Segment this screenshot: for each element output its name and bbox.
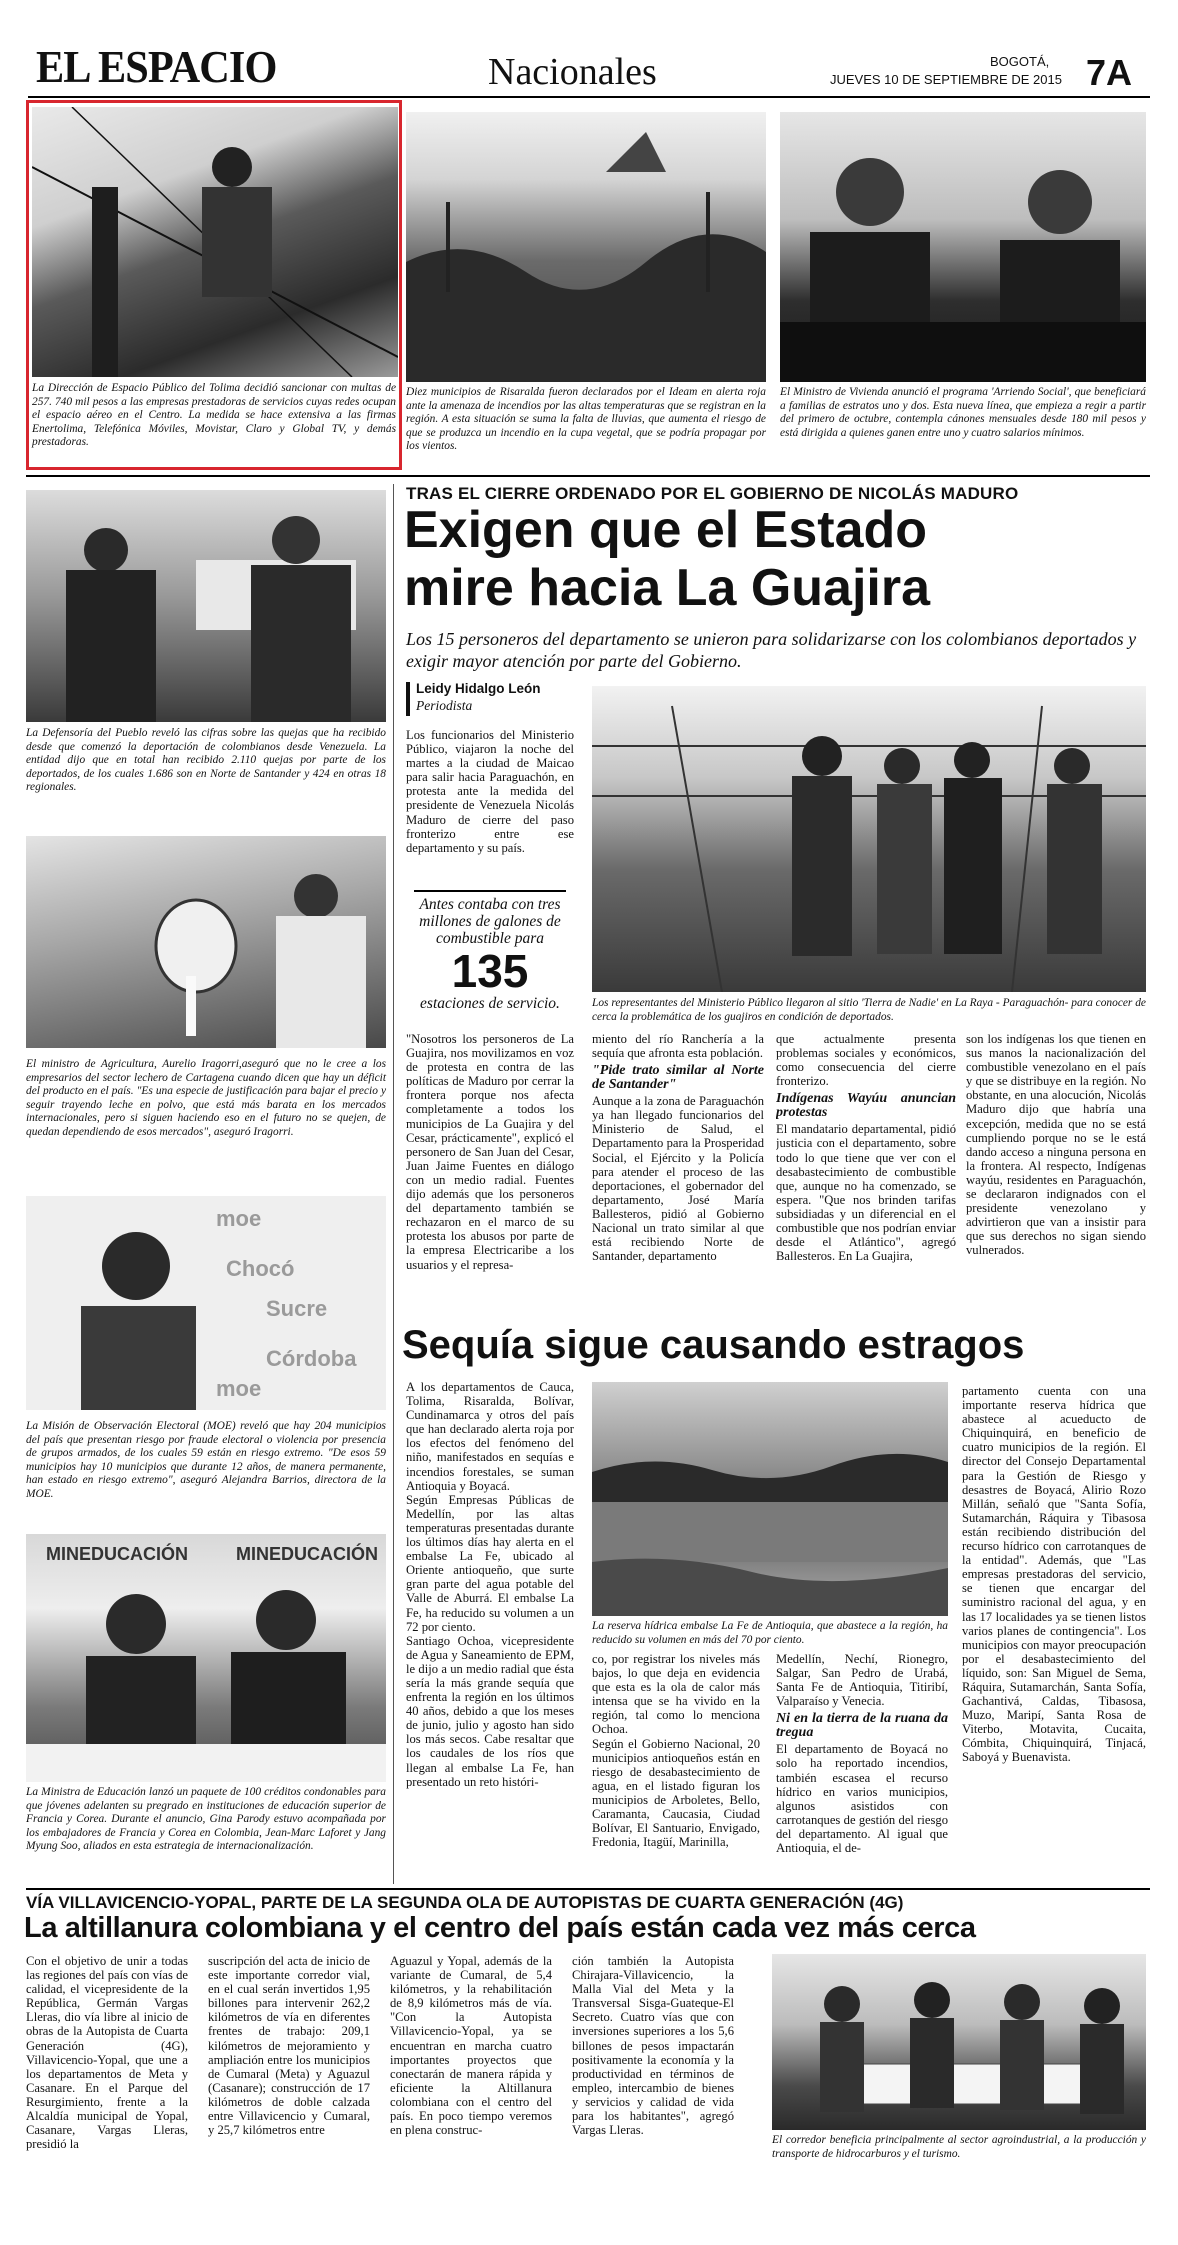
sidebar-photo-1 <box>26 490 386 722</box>
altillanura-kicker: VÍA VILLAVICENCIO-YOPAL, PARTE DE LA SEGUNDA OLA DE AUTOPISTAS DE CUARTA GENERACIÓN (4G) <box>26 1893 904 1912</box>
sequia-photo <box>592 1382 948 1616</box>
sidebar-caption-2: El ministro de Agricultura, Aurelio Iragorri,aseguró que no le cree a los empresarios del sector lechero de Cartagena cuando dicen que hay un déficit del producto en el país. "Es una especie de justificación para bajar el precio y seguir trayendo leche en polvo, que está más barata en los mercados internacionales, pero si siguen haciendo eso en el futuro no se quejen, de quedan dependiendo de esos mercados", aseguró Iragorri. <box>26 1058 386 1138</box>
city-label: BOGOTÁ, <box>990 54 1050 69</box>
guajira-headline-2: mire hacia La Guajira <box>404 559 931 617</box>
sidebar-caption-3: La Misión de Observación Electoral (MOE) reveló que hay 204 municipios del país que presentan riesgo por fraude electoral o violencia por presencia de grupos armados, de los cuales 59 están en riesgo extremo. "De esos 59 municipios hay 10 municipios que durante 12 años, de manera permanente, han estado en riesgo extremo", aseguró Alejandra Barrios, directora de la MOE. <box>26 1420 386 1500</box>
guajira-col-4: son los indígenas los que tienen en sus manos la nacionalización del combustible venezolano en el país y que se distribuye en la región. No obstante, en una alocución, Nicolás Maduro dijo que habría una excepción, medida que no se está cumpliendo porque no se le está dando acceso a ninguna persona en la frontera. Al respecto, Indígenas wayúu, residentes en Paraguachón, se declararon indignados con el presidente venezolano y advirtieron que van a insistir para que sus derechos no sigan siendo vulnerados. <box>966 1032 1146 1258</box>
sidebar-photo-3 <box>26 1196 386 1410</box>
altillanura-photo <box>772 1954 1146 2130</box>
sequia-col-2: co, por registrar los niveles más bajos, lo que deja en evidencia que esta es la ola de calor más intensa que se ha vivido en la región, tal como lo menciona Ochoa. Según el Gobierno Nacional, 20 municipios antioqueños están en riesgo de desabastecimiento de agua, en el listado figuran los municipios de Arboletes, Bello, Caramanta, Caucasia, Ciudad Bolívar, El Santuario, Envigado, Fredonia, Itagüí, Marinilla, <box>592 1652 760 1850</box>
altillanura-headline: La altillanura colombiana y el centro del país están cada vez más cerca <box>24 1912 976 1944</box>
svg-text:moe: moe <box>216 1376 262 1401</box>
rule-under-top <box>26 475 1150 477</box>
altillanura-col-1: Con el objetivo de unir a todas las regiones del país con vías de calidad, el vicepresidente de la República, Germán Vargas Lleras, dio vía libre al inicio de obras de la Autopista de Cuarta Generación (4G), Villavicencio-Yopal, que une a los departamentos de Meta y Casanare. En el Parque del Resurgimiento, frente a la Alcaldía municipal de Yopal, Casanare, Vargas Lleras, presidió la <box>26 1954 188 2152</box>
guajira-subhead-1: "Pide trato similar al Norte de Santander" <box>592 1063 764 1093</box>
altillanura-col-4: ción también la Autopista Chirajara-Villavicencio, la Malla Vial del Meta y la Transversal Sisga-Guateque-El Secreto. Cuatro vías que con inversiones superiores a los 5,6 billones de pesos impactarán positivamente la economía y la productividad en términos de empleo, intercambio de bienes y servicios y calidad de vida para los habitantes", agregó Vargas Lleras. <box>572 1954 734 2138</box>
page-number: 7A <box>1086 52 1133 93</box>
svg-text:moe: moe <box>216 1206 262 1231</box>
guajira-photo-caption: Los representantes del Ministerio Público llegaron al sitio 'Tierra de Nadie' en La Raya - Paraguachón- para conocer de cerca la problemática de los guajiros en condición de deportados. <box>592 997 1146 1023</box>
altillanura-col-2: suscripción del acta de inicio de este importante corredor vial, en el cual serán invertidos 1,95 billones para intervenir 262,2 kilómetros de vía en diferentes frentes de trabajo: 209,1 kilómetros de mejoramiento y ampliación entre los municipios de Cumaral (Meta) y Aguazul (Casanare); construcción de 17 kilómetros de doble calzada entre Villavicencio y Cumaral, y 25,7 kilómetros entre <box>208 1954 370 2138</box>
guajira-subhead-2: Indígenas Wayúu anuncian protestas <box>776 1091 956 1121</box>
guajira-photo <box>592 686 1146 992</box>
top-caption-2: Diez municipios de Risaralda fueron declarados por el Ideam en alerta roja ante la amenaza de incendios por las altas temperaturas que se registran en la región. A esta situación se suma la falta de lluvias, que aumenta el riesgo de que se produzca un incendio en la cupa vegetal, que se podría propagar por los vientos. <box>406 386 766 453</box>
section-name: Nacionales <box>488 51 657 93</box>
guajira-deck: Los 15 personeros del departamento se unieron para solidarizarse con los colombianos deportados y exigir mayor atención por parte del Gobierno. <box>406 629 1137 671</box>
guajira-lead: Los funcionarios del Ministerio Público, viajaron la noche del martes a la ciudad de Maicao para salir hacia Paraguachón, en protesta ante la medida del presidente de Venezuela Nicolás Maduro de cierre del paso fronterizo entre ese departamento y su país. <box>406 728 574 855</box>
top-photo-1 <box>32 107 398 377</box>
sequia-col-1: A los departamentos de Cauca, Tolima, Risaralda, Bolívar, Cundinamarca y otros del país que han declarado alerta roja por los efectos del fenómeno del niño, manifestados en sequías e incendios forestales, se suman Antioquia y Boyacá. Según Empresas Públicas de Medellín, por las altas temperaturas presentadas durante los últimos días hay alerta en el embalse La Fe, ubicado al Oriente antioqueño, que surte gran parte del agua potable del Valle de Aburrá. El embalse La Fe, ha reducido su volumen a un 72 por ciento. Santiago Ochoa, vicepresidente de Agua y Saneamiento de EPM, le dijo a un medio radial que ésta sería la más grande sequía que enfrenta la región en los últimos 40 años, debido a que los meses de junio, julio y agosto han sido los más secos. Cabe resaltar que los caudales de los ríos que llegan al embalse La Fe, han presentado un reto históri- <box>406 1380 574 1789</box>
guajira-col-1: "Nosotros los personeros de La Guajira, nos movilizamos en voz de protesta en contra de las políticas de Maduro por cerrar la frontera porque nos afecta completamente a todos los municipios de La Guajira y del Cesar, prácticamente", explicó el personero de San Juan del Cesar, Juan Jaime Fuentes en diálogo con un medio radial. Fuentes dijo además que los personeros del departamento también se rechazaron en el marco de su protesta los abusos por parte de la empresa Electricaribe a los usuarios y el represa- <box>406 1032 574 1272</box>
guajira-col-3: que actualmente presenta problemas sociales y económicos, como consecuencia del cierre fronterizo. Indígenas Wayúu anuncian protestas El mandatario departamental, pidió justicia con el departamento, sobre todo lo que tiene que ver con el desabastecimiento de combustible que, aunque no ha comenzado, se espera. "Que nos brinden tarifas subsidiadas y un diferencial en el combustible que nos podrían enviar desde el Atlántico", agregó Ballesteros. En La Guajira, <box>776 1032 956 1264</box>
sidebar-photo-4 <box>26 1534 386 1782</box>
sidebar-caption-1: La Defensoría del Pueblo reveló las cifras sobre las quejas que ha recibido desde que comenzó la deportación de colombianos desde Venezuela. La entidad dijo que en total han recibido 2.110 quejas por parte de los deportados, de los cuales 1.686 son en Norte de Santander y 424 en otras 18 regionales. <box>26 727 386 794</box>
sidebar-photo-2 <box>26 836 386 1048</box>
guajira-col-2: miento del río Ranchería a la sequía que afronta esta población. "Pide trato similar al Norte de Santander" Aunque a la zona de Paraguachón ya han llegado funcionarios del Ministerio de Salud, el Departamento para la Prosperidad Social, el Ejército y la Policía para atender el proceso de las deportaciones, el gobernador del departamento, José María Ballesteros, pidió al Gobierno Nacional un trato similar al que está recibiendo Norte de Santander, departamento <box>592 1032 764 1264</box>
masthead <box>0 0 1178 100</box>
top-photo-2 <box>406 112 766 382</box>
altillanura-col-3: Aguazul y Yopal, además de la variante de Cumaral, de 5,4 kilómetros, y la rehabilitación de 8,9 kilómetros más de vía. "Con la Autopista Villavicencio-Yopal, ya se encuentran en marcha cuatro importantes proyectos que conectarán de manera rápida y eficiente la Altillanura colombiana con el centro del país. En poco tiempo veremos en plena construc- <box>390 1954 552 2138</box>
paper-logo: EL ESPACIO <box>36 41 277 92</box>
svg-text:MINEDUCACIÓN: MINEDUCACIÓN <box>236 1544 378 1564</box>
pull-quote-tail: estaciones de servicio. <box>420 995 560 1012</box>
top-caption-3: El Ministro de Vivienda anunció el programa 'Arriendo Social', que beneficiará a familias de estratos uno y dos. Esta nueva línea, que empieza a regir a partir del primero de octubre, contempla cánones mensuales desde 180 mil pesos y está dirigida a quienes ganen entre uno y cuatro salarios mínimos. <box>780 386 1146 439</box>
altillanura-photo-caption: El corredor beneficia principalmente al sector agroindustrial, a la producción y transporte de hidrocarburos y el turismo. <box>772 2134 1146 2160</box>
sequia-headline: Sequía sigue causando estragos <box>402 1323 1025 1367</box>
pull-quote-number: 135 <box>451 945 529 997</box>
rule-above-altillanura <box>26 1888 1150 1890</box>
sequia-col-3: Medellín, Nechí, Rionegro, Salgar, San Pedro de Urabá, Santa Fe de Antioquia, Titiribí, Valparaíso y Venecia. Ni en la tierra de la ruana da tregua El departamento de Boyacá no solo ha reportado incendios, también escasea el recurso hídrico en varios municipios, algunos asistidos con carrotanques de gestión del riesgo del departamento. Al igual que Antioquia, el de- <box>776 1652 948 1856</box>
sidebar-divider <box>393 484 394 1884</box>
top-caption-1: La Dirección de Espacio Público del Tolima decidió sancionar con multas de 257. 740 mil pesos a las empresas prestadoras de servicios cuyas redes ocupan el espacio aéreo en el Centro. La medida se hace extensiva a las firmas Enertolima, Telefónica Móviles, Movistar, Claro y Global TV, y demás prestadoras. <box>32 382 396 449</box>
top-photo-3 <box>780 112 1146 382</box>
svg-text:Sucre: Sucre <box>266 1296 328 1321</box>
sidebar-caption-4: La Ministra de Educación lanzó un paquete de 100 créditos condonables para que jóvenes adelanten su pregrado en instituciones de educación superior de Francia y Corea. Durante el anuncio, Gina Parody estuvo acompañada por los embajadores de Francia y Corea en Colombia, Jean-Marc Laforet y Jang Myung Soo, aliados en esta estrategia de internacionalización. <box>26 1786 386 1853</box>
pull-quote-text: Antes contaba con tres millones de galones de combustible para <box>419 896 561 947</box>
masthead-rule <box>28 96 1150 98</box>
svg-text:Córdoba: Córdoba <box>266 1346 357 1371</box>
byline-author: Leidy Hidalgo León <box>416 681 541 696</box>
guajira-kicker: TRAS EL CIERRE ORDENADO POR EL GOBIERNO DE NICOLÁS MADURO <box>406 484 1019 503</box>
sequia-photo-caption: La reserva hídrica embalse La Fe de Antioquia, que abastece a la región, ha reducido su volumen en más del 70 por ciento. <box>592 1620 948 1646</box>
svg-text:MINEDUCACIÓN: MINEDUCACIÓN <box>46 1544 188 1564</box>
guajira-headline-1: Exigen que el Estado <box>404 501 928 559</box>
date-label: JUEVES 10 DE SEPTIEMBRE DE 2015 <box>830 72 1062 87</box>
svg-text:Chocó: Chocó <box>226 1256 295 1281</box>
byline-bar <box>406 682 410 716</box>
pull-quote <box>406 890 574 1026</box>
byline-role: Periodista <box>416 698 473 713</box>
sequia-subhead: Ni en la tierra de la ruana da tregua <box>776 1711 948 1741</box>
sequia-col-4: partamento cuenta con una importante reserva hídrica que abastece al acueducto de Chiquinquirá, en beneficio de cuatro municipios de la región. El director del Consejo Departamental para la Gestión de Riesgo y desastres de Boyacá, Alirio Rozo Millán, señaló que "Santa Sofía, Sutamarchán, Ráquira y Tibasosa están recibiendo distribución del recurso hídrico con carrotanques de la entidad". Además, que "Las empresas prestadoras del servicio, se tienen que encargar del suministro racional del agua, y en las 17 localidades ya se tienen listos varios planes de contingencia". Los municipios con mayor preocupación por el desabastecimiento del líquido, son: San Miguel de Sema, Ráquira, Sutamarchán, Santa Sofía, Gachantivá, Caldas, Tibasosa, Muzo, Maripí, Santa Rosa de Viterbo, Motavita, Cucaita, Cómbita, Chiquinquirá, Tinjacá, Saboyá y Buenavista. <box>962 1384 1146 1765</box>
